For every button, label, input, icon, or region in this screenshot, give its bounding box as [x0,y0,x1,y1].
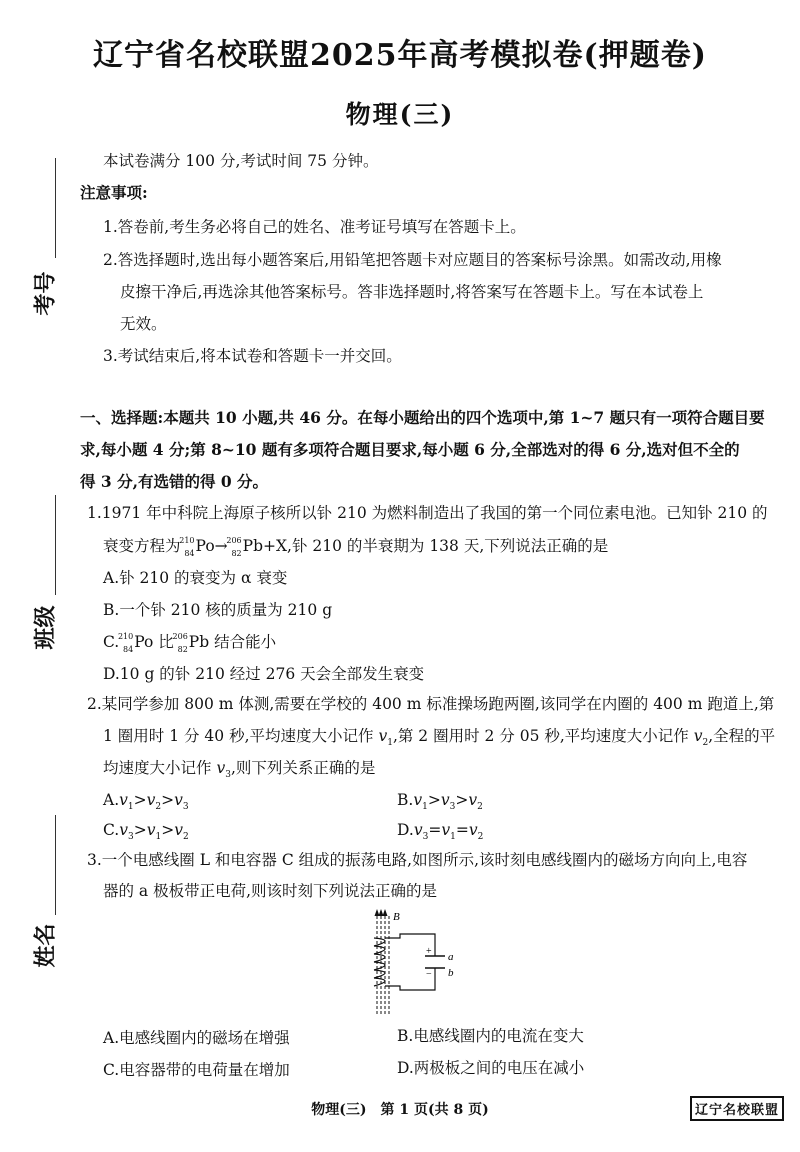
nuclide-po: 210 84 [179,536,195,558]
notice-heading: 注意事项: [80,183,148,202]
q1-option-b: B.一个钋 210 核的质量为 210 g [103,601,333,619]
q2-option-d: $D.v_3=v_1=v_2$ [397,821,484,843]
arrow: → [214,537,228,555]
side-label-name: 姓名 [32,923,59,968]
brand-stamp: 辽宁名校联盟 [690,1096,784,1121]
side-label-class: 班级 [32,605,59,650]
q1-stem: 1.1971 年中科院上海原子核所以钋 210 为燃料制造出了我国的第一个同位素电池。已知钋 210 的 [87,504,768,522]
pb-symbol: Pb+X [242,537,288,555]
notice-item: 皮擦干净后,再选涂其他答案标号。答非选择题时,将答案写在答题卡上。写在本试卷上 [120,283,704,301]
q1-stem-text: 衰变方程为 [103,537,181,555]
q1-option-d: D.10 g 的钋 210 经过 276 天会全部发生衰变 [103,665,425,683]
q2-stem: 均速度大小记作 $v_3$,则下列关系正确的是 [103,759,376,781]
q3-stem: 3.一个电感线圈 L 和电容器 C 组成的振荡电路,如图所示,该时刻电感线圈内的磁场方向向上,电容 [87,851,748,869]
circuit-wires [385,934,445,990]
plate-label-b: b [448,967,454,979]
magnetic-field-lines [377,916,389,1016]
minus-sign: − [426,969,432,980]
q3-option-c: C.电容器带的电荷量在增加 [103,1061,290,1079]
q1-stem-text: ,钋 210 的半衰期为 138 天,下列说法正确的是 [287,537,609,555]
notice-item: 无效。 [120,315,167,333]
q3-option-d: D.两极板之间的电压在减小 [397,1059,585,1077]
section-heading: 一、选择题:本题共 10 小题,共 46 分。在每小题给出的四个选项中,第 1~7 题只有一项符合题目要 [80,408,765,427]
nuclide-pb: 206 82 [172,632,188,654]
section-heading: 求,每小题 4 分;第 8~10 题有多项符合题目要求,每小题 6 分,全部选对的得 6 分,选对但不全的 [80,440,740,459]
q3-stem: 器的 a 极板带正电荷,则该时刻下列说法正确的是 [103,882,438,900]
q2-option-b: $B.v_1>v_3>v_2$ [397,791,483,813]
side-label-exam-number: 考号 [32,271,59,316]
notice-item: 2.答选择题时,选出每小题答案后,用铅笔把答题卡对应题目的答案标号涂黑。如需改动,用橡 [103,251,722,269]
q1-option-a: A.钋 210 的衰变为 α 衰变 [103,569,288,587]
q2-stem: 2.某同学参加 800 m 体测,需要在学校的 400 m 标准操场跑两圈,该同学在内圈的 400 m 跑道上,第 [87,695,775,713]
notice-item: 1.答卷前,考生务必将自己的姓名、准考证号填写在答题卡上。 [103,218,526,236]
field-label-b: B [393,911,400,923]
q2-stem: 1 圈用时 1 分 40 秒,平均速度大小记作 $v_1$,第 2 圈用时 2 分 05 秒,平均速度大小记作 $v_2$,全程的平 [103,727,776,749]
plate-label-a: a [448,951,454,963]
q1-option-c: C. 210 84 Po 比 206 82 Pb 结合能小 [103,632,277,654]
section-heading: 得 3 分,有选错的得 0 分。 [80,472,269,491]
q2-option-c: $C.v_3>v_1>v_2$ [103,821,189,843]
plus-sign: + [426,946,432,957]
page-title: 辽宁省名校联盟2025年高考模拟卷(押题卷) [93,38,707,73]
notice-item: 3.考试结束后,将本试卷和答题卡一并交回。 [103,347,402,365]
side-line-exam-number [55,158,56,258]
page-footer: 物理(三) 第 1 页(共 8 页) [311,1102,489,1118]
side-line-name [55,815,56,915]
intro-text: 本试卷满分 100 分,考试时间 75 分钟。 [103,152,379,170]
lc-circuit-figure [360,908,470,1020]
field-arrowheads [375,909,388,916]
nuclide-po: 210 84 [117,632,134,654]
q2-option-a: $A.v_1>v_2>v_3$ [103,791,189,813]
page-subtitle: 物理(三) [345,100,455,129]
nuclide-pb: 206 82 [226,536,242,558]
q3-option-a: A.电感线圈内的磁场在增强 [103,1029,290,1047]
q1-stem-equation [103,535,608,557]
po-symbol: Po [195,537,215,555]
side-line-class [55,495,56,595]
inductor-coil [374,938,385,986]
q3-option-b: B.电感线圈内的电流在变大 [397,1027,584,1045]
